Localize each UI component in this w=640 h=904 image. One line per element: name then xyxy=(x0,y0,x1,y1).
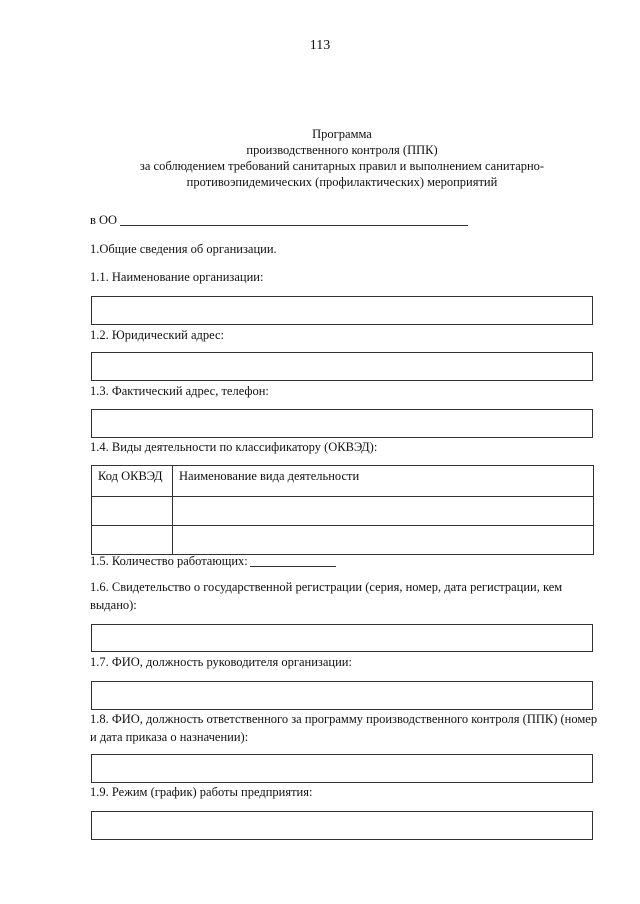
title-line-3: за соблюдением требований санитарных правил и выполнением санитарно- xyxy=(139,159,545,173)
table-row xyxy=(92,526,594,555)
label-1-4: 1.4. Виды деятельности по классификатору (ОКВЭД): xyxy=(90,440,378,454)
field-director-name-position[interactable] xyxy=(91,681,593,710)
okved-header-activity-name: Наименование вида деятельности xyxy=(173,466,594,497)
okved-table xyxy=(91,465,594,555)
label-1-7: 1.7. ФИО, должность руководителя организации: xyxy=(90,655,352,669)
label-1-6: 1.6. Свидетельство о государственной регистрации (серия, номер, дата регистрации, кем выдано): xyxy=(90,580,563,612)
organization-name-blank[interactable] xyxy=(120,212,468,226)
field-work-schedule[interactable] xyxy=(91,811,593,840)
field-responsible-person[interactable] xyxy=(91,754,593,783)
field-legal-address[interactable] xyxy=(91,352,593,381)
section-1-heading: 1.Общие сведения об организации. xyxy=(90,242,277,256)
title-line-2: производственного контроля (ППК) xyxy=(246,143,438,157)
label-1-5-line xyxy=(90,552,600,570)
okved-activity-cell[interactable] xyxy=(173,526,594,555)
label-1-1: 1.1. Наименование организации: xyxy=(90,270,264,284)
okved-activity-cell[interactable] xyxy=(173,497,594,526)
title-line-4: противоэпидемических (профилактических) мероприятий xyxy=(186,175,498,189)
label-1-9: 1.9. Режим (график) работы предприятия: xyxy=(90,785,313,799)
field-actual-address-phone[interactable] xyxy=(91,409,593,438)
label-1-5: 1.5. Количество работающих: xyxy=(90,554,248,568)
label-1-3: 1.3. Фактический адрес, телефон: xyxy=(90,384,269,398)
okved-table-header-row xyxy=(92,466,594,497)
okved-code-cell[interactable] xyxy=(92,497,173,526)
employee-count-blank[interactable] xyxy=(250,554,336,567)
page-number: 113 xyxy=(309,38,331,53)
document-title xyxy=(90,126,594,190)
label-1-8: 1.8. ФИО, должность ответственного за программу производственного контроля (ППК) (номер и дата приказа о назначении): xyxy=(90,712,598,744)
organization-line xyxy=(90,212,468,228)
okved-code-cell[interactable] xyxy=(92,526,173,555)
okved-header-code: Код ОКВЭД xyxy=(92,466,173,497)
organization-prefix: в ОО xyxy=(90,213,118,227)
title-line-1: Программа xyxy=(312,127,372,141)
table-row xyxy=(92,497,594,526)
label-1-2: 1.2. Юридический адрес: xyxy=(90,328,225,342)
field-organization-name[interactable] xyxy=(91,296,593,325)
field-registration-certificate[interactable] xyxy=(91,624,593,652)
